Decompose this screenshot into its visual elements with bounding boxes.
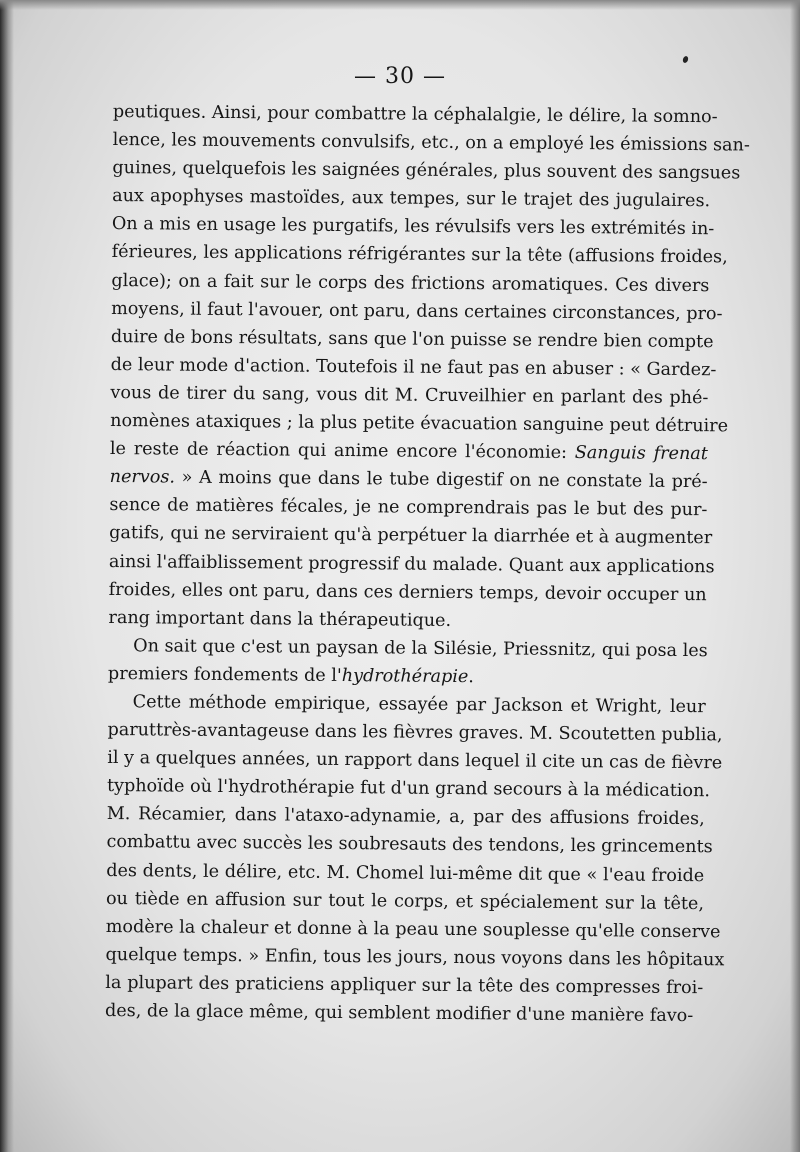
text-line	[105, 997, 703, 1030]
line-text: gatifs, qui ne serviraient qu'à perpétuer la diarrhée et à augmenter	[109, 523, 713, 549]
line-text: nomènes ataxiques ; la plus petite évacuation sanguine peut détruire	[110, 411, 729, 437]
line-text: de leur mode d'action. Toutefois il ne faut pas en abuser : « Gardez-	[110, 354, 717, 381]
page-number: — 30 —	[354, 64, 446, 89]
line-text: quelque temps. » Enfin, tous les jours, nous voyons dans les hôpitaux	[105, 944, 725, 971]
line-text: M. Récamier, dans l'ataxo-adynamie, a, par des affusions froides,	[106, 804, 705, 830]
line-text: Cette méthode empirique, essayée par Jackson et Wright, leur	[132, 692, 706, 718]
line-text: guines, quelquefois les saignées générales, plus souvent des sangsues	[112, 158, 741, 184]
line-text: combattu avec succès les soubresauts des tendons, les grincements	[106, 832, 713, 858]
line-text: il y a quelques années, un rapport dans lequel il cite un cas de fièvre	[107, 748, 723, 774]
line-text: froides, elles ont paru, dans ces derniers temps, devoir occuper un	[108, 579, 707, 605]
line-text: des, de la glace même, qui semblent modifier d'une manière favo-	[104, 1000, 694, 1027]
line-text: duire de bons résultats, sans que l'on puisse se rendre bien compte	[110, 326, 714, 352]
line-text: premiers fondements de l'	[107, 663, 342, 686]
line-text: aux apophyses mastoïdes, aux tempes, sur le trajet des jugulaires.	[112, 186, 711, 212]
line-text: ou tiède en affusion sur tout le corps, et spécialement sur la tête,	[105, 888, 705, 914]
line-text: ainsi l'affaiblissement progressif du malade. Quant aux applications	[108, 551, 715, 577]
page-left-shadow	[0, 0, 14, 1152]
line-text: le reste de réaction qui anime encore l'économie:	[109, 439, 575, 464]
line-text: férieures, les applications réfrigérantes sur la tête (affusions froides,	[111, 242, 728, 268]
line-text: vous de tirer du sang, vous dit M. Cruveilhier en parlant des phé-	[110, 382, 709, 409]
italic-text: Sanguis frenat	[574, 443, 708, 465]
body-text	[104, 98, 750, 1030]
line-text: .	[468, 666, 475, 688]
line-text: On sait que c'est un paysan de la Silésie, Priessnitz, qui posa les	[133, 635, 708, 661]
page-top-shadow	[0, 0, 800, 10]
line-text: la plupart des praticiens appliquer sur la tête des compresses froi-	[105, 972, 704, 999]
line-text: peutiques. Ainsi, pour combattre la céphalalgie, le délire, la somno-	[112, 101, 718, 128]
line-text: des dents, le délire, etc. M. Chomel lui-même dit que « l'eau froide	[106, 860, 705, 886]
line-text: modère la chaleur et donne à la peau une souplesse qu'elle conserve	[105, 916, 721, 943]
italic-text: nervos.	[109, 467, 176, 488]
italic-text: hydrothérapie	[341, 665, 469, 687]
line-text: On a mis en usage les purgatifs, les révulsifs vers les extrémités in-	[111, 214, 715, 240]
line-text: rang important dans la thérapeutique.	[108, 607, 452, 631]
line-text: lence, les mouvements convulsifs, etc., on a employé les émissions san-	[112, 130, 750, 156]
page-right-shadow	[790, 0, 800, 1152]
line-text: glace); on a fait sur le corps des frictions aromatiques. Ces divers	[111, 270, 710, 296]
line-text: moyens, il faut l'avouer, ont paru, dans certaines circonstances, pro-	[111, 298, 723, 324]
text-line	[109, 519, 713, 552]
line-text: sence de matières fécales, je ne comprendrais pas le but des pur-	[109, 495, 708, 521]
ink-speck	[682, 55, 689, 63]
line-text: paruttrès-avantageuse dans les fièvres graves. M. Scoutetten publia,	[107, 720, 723, 746]
line-text: » A moins que dans le tube digestif on ne constate la pré-	[174, 467, 708, 493]
text-line	[106, 828, 713, 861]
line-text: typhoïde où l'hydrothérapie fut d'un grand secours à la médication.	[106, 776, 711, 802]
